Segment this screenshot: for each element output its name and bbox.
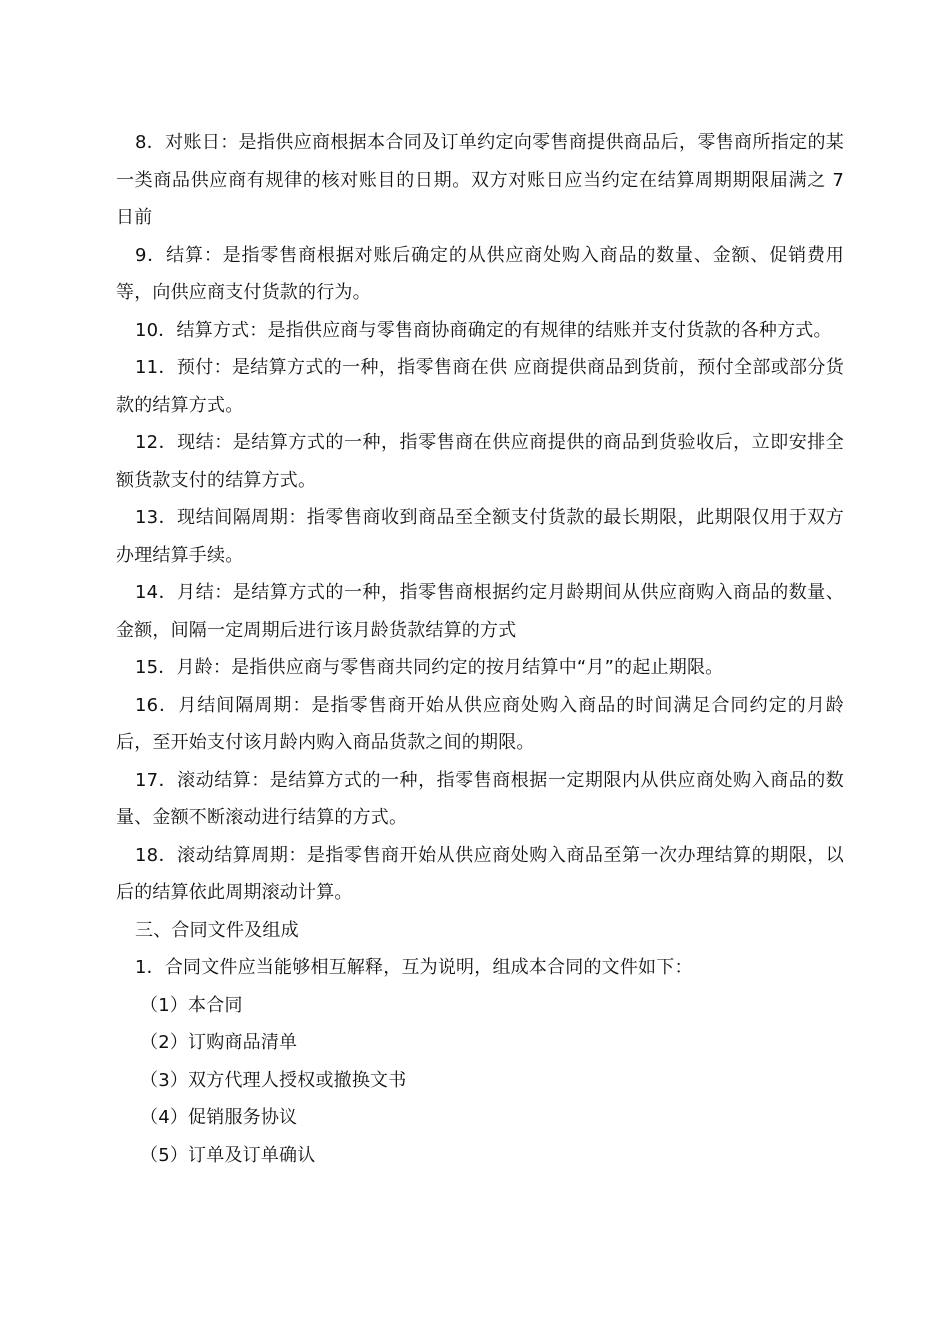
- definition-10-settlement-method: 10．结算方式：是指供应商与零售商协商确定的有规律的结账并支付货款的各种方式。: [135, 319, 832, 341]
- definition-15-month-age: 15．月龄：是指供应商与零售商共同约定的按月结算中“月”的起止期限。: [135, 657, 724, 678]
- definition-17-rolling-settlement: 17．滚动结算：是结算方式的一种，指零售商根据一定期限内从供应商处购入商品的数量、金额不断滚动进行结算的方式。: [116, 769, 844, 828]
- definition-13-cash-settlement-interval: 13．现结间隔周期：指零售商收到商品至全额支付货款的最长期限，此期限仅用于双方办理结算手续。: [116, 507, 844, 566]
- definition-11-prepayment: 11．预付：是结算方式的一种，指零售商在供 应商提供商品到货前，预付全部或部分货款的结算方式。: [116, 357, 844, 416]
- section-heading-contract-documents: 三、合同文件及组成: [135, 919, 299, 941]
- definition-8-account-reconciliation-day: 8．对账日：是指供应商根据本合同及订单约定向零售商提供商品后，零售商所指定的某一类商品供应商有规律的核对账目的日期。双方对账日应当约定在结算周期期限届满之 7 日前: [116, 132, 844, 228]
- definition-12-cash-settlement: 12．现结：是结算方式的一种，指零售商在供应商提供的商品到货验收后，立即安排全额货款支付的结算方式。: [116, 432, 844, 491]
- list-item: （2）订购商品清单: [140, 1032, 298, 1053]
- definition-14-monthly-settlement: 14．月结：是结算方式的一种，指零售商根据约定月龄期间从供应商购入商品的数量、金额，间隔一定周期后进行该月龄货款结算的方式: [116, 582, 844, 641]
- list-item: （4）促销服务协议: [140, 1107, 298, 1128]
- document-body: [116, 124, 844, 1174]
- clause-1-contract-documents: 1．合同文件应当能够相互解释，互为说明，组成本合同的文件如下：: [135, 957, 693, 978]
- definition-16-monthly-settlement-interval: 16．月结间隔周期：是指零售商开始从供应商处购入商品的时间满足合同约定的月龄后，至开始支付该月龄内购入商品货款之间的期限。: [116, 694, 844, 753]
- list-item: （1）本合同: [140, 994, 243, 1016]
- definition-18-rolling-settlement-period: 18．滚动结算周期：是指零售商开始从供应商处购入商品至第一次办理结算的期限，以后的结算依此周期滚动计算。: [116, 844, 844, 903]
- definition-9-settlement: 9．结算：是指零售商根据对账后确定的从供应商处购入商品的数量、金额、促销费用等，向供应商支付货款的行为。: [116, 244, 844, 303]
- list-item: （5）订单及订单确认: [140, 1144, 316, 1166]
- list-item: （3）双方代理人授权或撤换文书: [140, 1069, 407, 1091]
